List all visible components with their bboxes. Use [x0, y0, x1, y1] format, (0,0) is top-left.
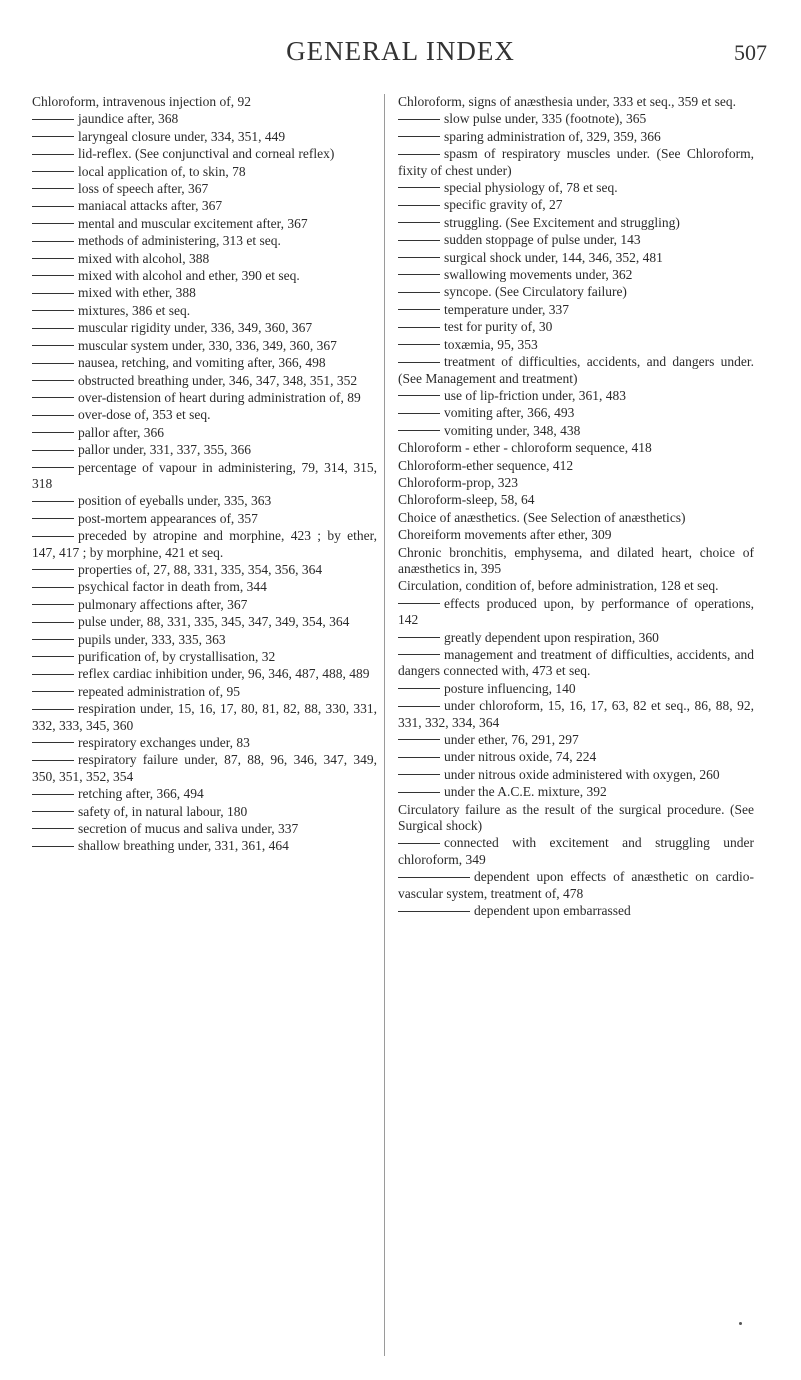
- index-subentry: [398, 197, 754, 213]
- index-subentry: [32, 216, 377, 232]
- index-subentry: [32, 511, 377, 527]
- ditto-dash: [32, 171, 74, 172]
- ditto-dash: [32, 397, 74, 398]
- ditto-dash: [398, 774, 440, 775]
- index-heading-entry: [398, 578, 754, 594]
- index-subentry: [398, 596, 754, 629]
- index-subentry: [398, 903, 754, 919]
- index-subentry: [398, 767, 754, 783]
- entry-text: treatment of difficulties, accidents, and dangers under. (See Management and treatment): [398, 354, 754, 386]
- index-column-right: [398, 94, 754, 921]
- entry-text: swallowing movements under, 362: [444, 267, 633, 283]
- ditto-dash: [32, 518, 74, 519]
- ditto-dash: [398, 119, 440, 120]
- entry-text: mixed with ether, 388: [78, 285, 196, 301]
- entry-text: pupils under, 333, 335, 363: [78, 631, 226, 647]
- index-subentry: [32, 735, 377, 751]
- index-subentry: [32, 338, 377, 354]
- index-subentry: [32, 268, 377, 284]
- ditto-dash: [32, 709, 74, 710]
- entry-text: Chloroform - ether - chloroform sequence, 418: [398, 440, 652, 456]
- ditto-dash: [398, 843, 440, 844]
- index-subentry: [32, 701, 377, 734]
- ditto-dash: [398, 430, 440, 431]
- ditto-dash: [32, 380, 74, 381]
- entry-text: percentage of vapour in administering, 79, 314, 315, 318: [32, 459, 377, 491]
- entry-text: vomiting after, 366, 493: [444, 405, 575, 421]
- index-subentry: [32, 562, 377, 578]
- entry-text: under chloroform, 15, 16, 17, 63, 82 et seq., 86, 88, 92, 331, 332, 334, 364: [398, 698, 754, 730]
- index-subentry: [32, 460, 377, 493]
- index-heading-entry: [398, 94, 754, 110]
- entry-text: pulse under, 88, 331, 335, 345, 347, 349, 354, 364: [78, 614, 350, 630]
- entry-text: position of eyeballs under, 335, 363: [78, 493, 272, 509]
- ditto-dash: [398, 344, 440, 345]
- entry-text: Chronic bronchitis, emphysema, and dilated heart, choice of anæsthetics in, 395: [398, 544, 754, 576]
- ditto-dash: [32, 345, 74, 346]
- index-subentry: [32, 425, 377, 441]
- entry-text: management and treatment of difficulties, accidents, and dangers connected with, 473 et seq.: [398, 647, 754, 679]
- entry-text: pallor after, 366: [78, 424, 165, 440]
- index-subentry: [398, 388, 754, 404]
- index-subentry: [32, 303, 377, 319]
- entry-text: laryngeal closure under, 334, 351, 449: [78, 128, 286, 144]
- ditto-dash: [398, 327, 440, 328]
- entry-text: Chloroform-sleep, 58, 64: [398, 492, 535, 508]
- entry-text: loss of speech after, 367: [78, 181, 209, 197]
- index-heading-entry: [398, 492, 754, 508]
- ditto-dash: [398, 187, 440, 188]
- entry-text: jaundice after, 368: [78, 111, 179, 127]
- entry-text: vomiting under, 348, 438: [444, 422, 581, 438]
- ditto-dash: [398, 136, 440, 137]
- index-subentry: [398, 405, 754, 421]
- entry-text: obstructed breathing under, 346, 347, 348, 351, 352: [78, 372, 358, 388]
- index-subentry: [32, 233, 377, 249]
- ditto-dash: [398, 222, 440, 223]
- entry-text: preceded by atropine and morphine, 423 ; by ether, 147, 417 ; by morphine, 421 et seq.: [32, 528, 377, 560]
- entry-text: temperature under, 337: [444, 301, 570, 317]
- entry-text: toxæmia, 95, 353: [444, 336, 538, 352]
- index-subentry: [32, 181, 377, 197]
- index-subentry: [398, 423, 754, 439]
- ditto-dash: [398, 395, 440, 396]
- index-subentry: [32, 597, 377, 613]
- index-heading-entry: [398, 440, 754, 456]
- ditto-dash: [398, 792, 440, 793]
- entry-text: lid-reflex. (See conjunctival and corneal reflex): [78, 146, 335, 162]
- ditto-dash: [32, 188, 74, 189]
- entry-text: nausea, retching, and vomiting after, 366, 498: [78, 355, 326, 371]
- entry-text: Circulatory failure as the result of the surgical procedure. (See Surgical shock): [398, 801, 754, 834]
- index-subentry: [32, 442, 377, 458]
- entry-text: special physiology of, 78 et seq.: [444, 180, 618, 196]
- index-subentry: [398, 784, 754, 800]
- entry-text: slow pulse under, 335 (footnote), 365: [444, 111, 647, 127]
- index-subentry: [32, 355, 377, 371]
- ditto-dash: [32, 450, 74, 451]
- ditto-dash: [32, 604, 74, 605]
- index-subentry: [32, 684, 377, 700]
- index-subentry: [32, 407, 377, 423]
- ditto-dash: [32, 691, 74, 692]
- ditto-dash: [398, 205, 440, 206]
- index-subentry: [398, 354, 754, 387]
- entry-text: shallow breathing under, 331, 361, 464: [78, 838, 289, 854]
- entry-text: respiratory exchanges under, 83: [78, 735, 250, 751]
- entry-text: Choreiform movements after ether, 309: [398, 527, 612, 543]
- entry-text: Choice of anæsthetics. (See Selection of anæsthetics): [398, 509, 686, 525]
- entry-text: pallor under, 331, 337, 355, 366: [78, 442, 252, 458]
- index-heading-entry: [398, 802, 754, 835]
- ditto-dash: [32, 363, 74, 364]
- ditto-dash: [32, 241, 74, 242]
- ditto-dash: [398, 637, 440, 638]
- ditto-dash: [398, 154, 440, 155]
- ditto-dash: [398, 757, 440, 758]
- entry-text: pulmonary affections after, 367: [78, 596, 248, 612]
- index-subentry: [398, 630, 754, 646]
- index-subentry: [32, 821, 377, 837]
- index-subentry: [398, 111, 754, 127]
- ditto-dash: [32, 569, 74, 570]
- index-subentry: [398, 749, 754, 765]
- index-subentry: [32, 390, 377, 406]
- index-subentry: [398, 835, 754, 868]
- entry-text: Chloroform-ether sequence, 412: [398, 457, 574, 473]
- ditto-dash: [32, 811, 74, 812]
- ditto-dash: [32, 293, 74, 294]
- index-subentry: [32, 579, 377, 595]
- entry-text: sparing administration of, 329, 359, 366: [444, 128, 661, 144]
- entry-text: test for purity of, 30: [444, 319, 553, 335]
- index-subentry: [398, 302, 754, 318]
- index-subentry: [32, 373, 377, 389]
- entry-text: struggling. (See Excitement and struggling): [444, 214, 680, 230]
- index-subentry: [32, 804, 377, 820]
- ditto-dash: [32, 154, 74, 155]
- entry-text: effects produced upon, by performance of operations, 142: [398, 595, 754, 628]
- index-heading-entry: [398, 458, 754, 474]
- ditto-dash: [32, 258, 74, 259]
- entry-text: spasm of respiratory muscles under. (See Chloroform, fixity of chest under): [398, 146, 754, 178]
- ditto-dash: [398, 688, 440, 689]
- entry-text: respiratory failure under, 87, 88, 96, 346, 347, 349, 350, 351, 352, 354: [32, 752, 377, 784]
- entry-text: mixed with alcohol, 388: [78, 250, 210, 266]
- entry-text: under nitrous oxide, 74, 224: [444, 749, 597, 765]
- ditto-dash: [32, 794, 74, 795]
- ditto-dash: [32, 119, 74, 120]
- ditto-dash: [32, 828, 74, 829]
- index-subentry: [398, 681, 754, 697]
- entry-text: sudden stoppage of pulse under, 143: [444, 232, 641, 248]
- index-subentry: [398, 215, 754, 231]
- entry-text: Chloroform, intravenous injection of, 92: [32, 94, 251, 109]
- ditto-dash: [398, 603, 440, 604]
- entry-text: purification of, by crystallisation, 32: [78, 649, 276, 664]
- ditto-dash: [32, 846, 74, 847]
- ditto-dash: [398, 362, 440, 363]
- ditto-dash: [32, 639, 74, 640]
- entry-text: over-dose of, 353 et seq.: [78, 407, 211, 423]
- page-title: GENERAL INDEX: [286, 36, 515, 66]
- index-subentry: [32, 786, 377, 802]
- entry-text: surgical shock under, 144, 346, 352, 481: [444, 249, 663, 265]
- index-heading-entry: [398, 475, 754, 491]
- entry-text: syncope. (See Circulatory failure): [444, 284, 627, 300]
- index-column-left: [32, 94, 377, 856]
- ditto-dash: [32, 310, 74, 311]
- entry-text: greatly dependent upon respiration, 360: [444, 629, 659, 645]
- index-subentry: [32, 251, 377, 267]
- entry-text: properties of, 27, 88, 331, 335, 354, 356, 364: [78, 561, 323, 577]
- index-subentry: [398, 129, 754, 145]
- index-subentry: [32, 146, 377, 162]
- entry-text: under nitrous oxide administered with oxygen, 260: [444, 766, 720, 782]
- index-subentry: [32, 111, 377, 127]
- entry-text: dependent upon embarrassed: [474, 903, 631, 919]
- page-speck: [739, 1322, 742, 1325]
- index-subentry: [398, 319, 754, 335]
- ditto-dash: [398, 654, 440, 655]
- index-subentry: [398, 284, 754, 300]
- index-subentry: [398, 250, 754, 266]
- entry-text: mixed with alcohol and ether, 390 et seq.: [78, 268, 300, 284]
- index-subentry: [398, 180, 754, 196]
- index-subentry: [32, 164, 377, 180]
- ditto-dash: [32, 656, 74, 657]
- index-subentry: [32, 129, 377, 145]
- index-subentry: [398, 698, 754, 731]
- index-heading-entry: [32, 94, 377, 110]
- page-header: [0, 36, 801, 76]
- ditto-dash: [32, 136, 74, 137]
- ditto-dash: [32, 674, 74, 675]
- ditto-dash: [398, 292, 440, 293]
- ditto-dash: [32, 275, 74, 276]
- entry-text: reflex cardiac inhibition under, 96, 346, 487, 488, 489: [78, 666, 370, 682]
- ditto-dash: [398, 309, 440, 310]
- index-subentry: [398, 869, 754, 902]
- entry-text: psychical factor in death from, 344: [78, 579, 267, 595]
- index-subentry: [32, 320, 377, 336]
- entry-text: retching after, 366, 494: [78, 786, 204, 802]
- page-number: 507: [734, 40, 767, 65]
- entry-text: specific gravity of, 27: [444, 197, 563, 213]
- index-subentry: [32, 649, 377, 665]
- index-subentry: [398, 267, 754, 283]
- index-subentry: [32, 632, 377, 648]
- index-subentry: [32, 666, 377, 682]
- entry-text: muscular system under, 330, 336, 349, 360, 367: [78, 337, 337, 353]
- index-heading-entry: [398, 545, 754, 578]
- index-subentry: [32, 838, 377, 854]
- ditto-dash: [32, 587, 74, 588]
- ditto-dash: [32, 536, 74, 537]
- ditto-dash: [32, 432, 74, 433]
- entry-text: Chloroform-prop, 323: [398, 474, 518, 490]
- index-heading-entry: [398, 527, 754, 543]
- index-subentry: [32, 614, 377, 630]
- ditto-dash: [32, 415, 74, 416]
- entry-text: Chloroform, signs of anæsthesia under, 333 et seq., 359 et seq.: [398, 94, 737, 109]
- entry-text: connected with excitement and struggling under chloroform, 349: [398, 835, 754, 867]
- entry-text: posture influencing, 140: [444, 680, 576, 696]
- entry-text: under ether, 76, 291, 297: [444, 732, 579, 748]
- ditto-dash: [32, 223, 74, 224]
- entry-text: over-distension of heart during administration of, 89: [78, 389, 361, 405]
- entry-text: Circulation, condition of, before administration, 128 et seq.: [398, 578, 719, 594]
- entry-text: secretion of mucus and saliva under, 337: [78, 821, 299, 837]
- entry-text: dependent upon effects of anæsthetic on cardio-vascular system, treatment of, 478: [398, 869, 754, 901]
- ditto-dash: [398, 240, 440, 241]
- index-subentry: [32, 752, 377, 785]
- ditto-dash: [32, 206, 74, 207]
- entry-text: safety of, in natural labour, 180: [78, 803, 248, 819]
- index-subentry: [398, 337, 754, 353]
- entry-text: mixtures, 386 et seq.: [78, 302, 191, 318]
- entry-text: repeated administration of, 95: [78, 683, 240, 699]
- ditto-dash: [398, 274, 440, 275]
- ditto-dash: [398, 911, 470, 912]
- entry-text: methods of administering, 313 et seq.: [78, 233, 281, 249]
- entry-text: respiration under, 15, 16, 17, 80, 81, 82, 88, 330, 331, 332, 333, 345, 360: [32, 701, 377, 733]
- column-divider: [384, 94, 385, 1356]
- ditto-dash: [32, 467, 74, 468]
- ditto-dash: [32, 501, 74, 502]
- index-subentry: [398, 232, 754, 248]
- ditto-dash: [32, 622, 74, 623]
- ditto-dash: [398, 739, 440, 740]
- entry-text: maniacal attacks after, 367: [78, 198, 223, 214]
- ditto-dash: [398, 706, 440, 707]
- index-subentry: [32, 198, 377, 214]
- ditto-dash: [32, 742, 74, 743]
- entry-text: muscular rigidity under, 336, 349, 360, 367: [78, 320, 313, 336]
- entry-text: local application of, to skin, 78: [78, 163, 246, 179]
- index-subentry: [398, 732, 754, 748]
- ditto-dash: [32, 760, 74, 761]
- index-subentry: [398, 146, 754, 179]
- entry-text: mental and muscular excitement after, 367: [78, 215, 308, 231]
- entry-text: post-mortem appearances of, 357: [78, 510, 258, 526]
- ditto-dash: [398, 257, 440, 258]
- entry-text: under the A.C.E. mixture, 392: [444, 784, 607, 800]
- index-subentry: [32, 285, 377, 301]
- ditto-dash: [398, 877, 470, 878]
- entry-text: use of lip-friction under, 361, 483: [444, 387, 627, 403]
- index-subentry: [398, 647, 754, 680]
- index-heading-entry: [398, 510, 754, 526]
- ditto-dash: [398, 413, 440, 414]
- ditto-dash: [32, 328, 74, 329]
- index-subentry: [32, 493, 377, 509]
- index-subentry: [32, 528, 377, 561]
